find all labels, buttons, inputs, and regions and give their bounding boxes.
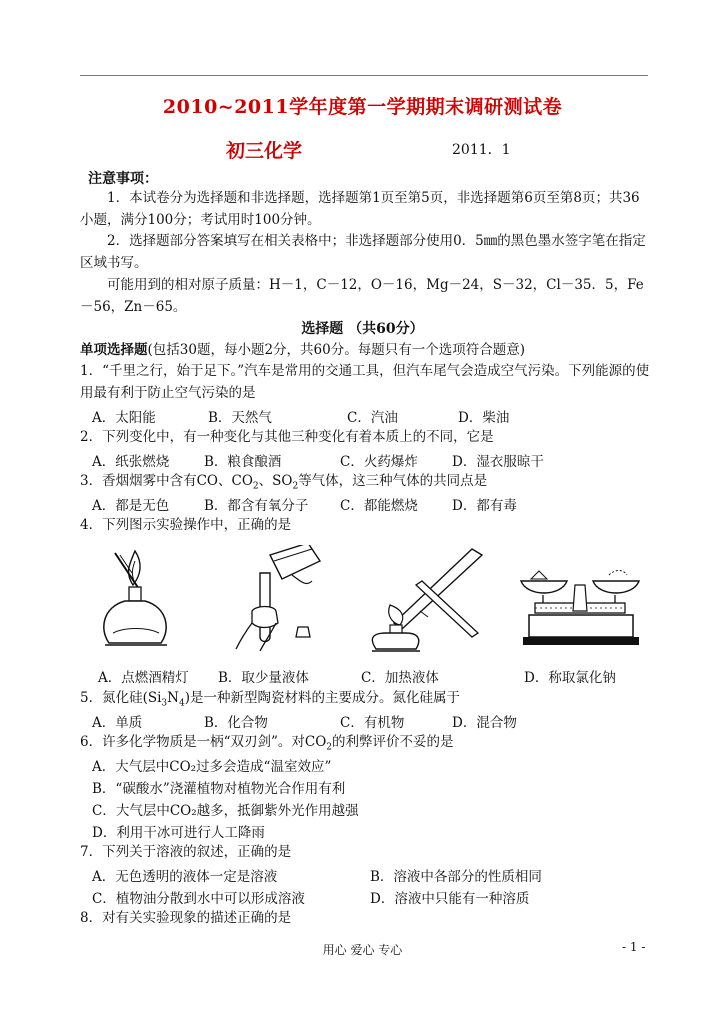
figure-weighing-nacl xyxy=(515,545,645,653)
q1-option-a: A．太阳能 xyxy=(92,410,156,426)
question-4-stem: 4．下列图示实验操作中，正确的是 xyxy=(80,517,292,533)
q3-sub: 2 xyxy=(292,481,299,492)
header-rule xyxy=(80,75,648,76)
q6-option-d: D．利用干冰可进行人工降雨 xyxy=(92,825,265,841)
q5-stem-part: )是一种新型陶瓷材料的主要成分。氮化硅属于 xyxy=(184,690,460,706)
q6-option-b: B．“碳酸水”浇灌植物对植物光合作用有利 xyxy=(92,781,346,797)
q6-option-c: C．大气层中CO₂越多，抵御紫外光作用越强 xyxy=(92,803,359,819)
q2-option-b: B．粮食酿酒 xyxy=(204,454,282,470)
q3-stem-part: 等气体，这三种气体的共同点是 xyxy=(298,473,488,489)
q4-option-c: C．加热液体 xyxy=(361,670,439,686)
page-number: - 1 - xyxy=(622,940,646,954)
q5-stem-part: 5．氮化硅(Si xyxy=(80,690,162,706)
q7-option-d: D．溶液中只能有一种溶质 xyxy=(370,891,530,907)
q3-option-d: D．都有毒 xyxy=(452,498,517,514)
q2-option-d: D．湿衣服晾干 xyxy=(452,454,544,470)
q3-sub: 2 xyxy=(252,481,259,492)
q6-sub: 2 xyxy=(326,742,333,753)
question-3-stem xyxy=(80,471,487,497)
atomic-masses: 可能用到的相对原子质量：H－1，C－12，O－16，Mg－24，S－32，Cl－35．5，Fe－56，Zn－65。 xyxy=(80,277,644,315)
q7-option-b: B．溶液中各部分的性质相同 xyxy=(370,869,542,885)
q6-stem-part: 的利弊评价不妥的是 xyxy=(332,734,454,750)
q1-option-d: D．柴油 xyxy=(458,410,510,426)
question-6-stem xyxy=(80,732,454,758)
q4-option-a: A．点燃酒精灯 xyxy=(98,670,189,686)
q1-option-b: B．天然气 xyxy=(208,410,272,426)
q2-option-a: A．纸张燃烧 xyxy=(92,454,170,470)
q5-option-a: A．单质 xyxy=(92,715,143,731)
q5-option-b: B．化合物 xyxy=(204,715,268,731)
q5-sub: 4 xyxy=(178,698,185,709)
q5-sub: 3 xyxy=(161,698,168,709)
q5-option-d: D．混合物 xyxy=(452,715,517,731)
q3-option-b: B．都含有氧分子 xyxy=(204,498,309,514)
footer-motto: 用心 爱心 专心 xyxy=(322,943,403,957)
q2-option-c: C．火药爆炸 xyxy=(340,454,418,470)
notes-heading: 注意事项： xyxy=(88,171,158,187)
q6-option-a: A．大气层中CO₂过多会造成“温室效应” xyxy=(92,759,332,775)
exam-date: 2011．1 xyxy=(452,142,511,158)
section-type-label: 单项选择题 xyxy=(80,342,148,358)
figure-heating-liquid xyxy=(360,545,500,653)
q7-option-a: A．无色透明的液体一定是溶液 xyxy=(92,869,278,885)
exam-title: 2010~2011学年度第一学期期末调研测试卷 xyxy=(162,96,563,118)
q6-stem-part: 6．许多化学物质是一柄“双刃剑”。对CO xyxy=(80,734,327,750)
q4-option-b: B．取少量液体 xyxy=(218,670,309,686)
question-5-stem xyxy=(80,688,460,714)
q1-option-c: C．汽油 xyxy=(347,410,398,426)
exam-subject: 初三化学 xyxy=(226,140,303,162)
q3-stem-part: 3．香烟烟雾中含有CO、CO xyxy=(80,473,253,489)
figure-lighting-alcohol-lamp xyxy=(95,545,180,653)
question-2-stem: 2．下列变化中，有一种变化与其他三种变化有着本质上的不同，它是 xyxy=(80,429,494,445)
q5-option-c: C．有机物 xyxy=(340,715,405,731)
question-8-stem: 8．对有关实验现象的描述正确的是 xyxy=(80,910,292,926)
question-7-stem: 7．下列关于溶液的叙述，正确的是 xyxy=(80,844,292,860)
q7-option-c: C．植物油分散到水中可以形成溶液 xyxy=(92,891,305,907)
q4-option-d: D．称取氯化钠 xyxy=(524,670,616,686)
figure-taking-liquid xyxy=(220,545,332,653)
q5-stem-part: N xyxy=(167,690,179,706)
q3-stem-part: 、SO xyxy=(258,473,293,489)
section-title: 选择题 （共60分） xyxy=(301,321,424,337)
q3-option-c: C．都能燃烧 xyxy=(340,498,418,514)
note-item-2: 2．选择题部分答案填写在相关表格中；非选择题部分使用0．5㎜的黑色墨水签字笔在指定区域书写。 xyxy=(80,233,646,271)
question-1-stem: 1．“千里之行，始于足下。”汽车是常用的交通工具，但汽车尾气会造成空气污染。下列能源的使用最有利于防止空气污染的是 xyxy=(80,363,650,401)
note-item-1: 1．本试卷分为选择题和非选择题，选择题第1页至第5页，非选择题第6页至第8页；共36小题，满分100分；考试用时100分钟。 xyxy=(80,190,640,228)
section-instructions xyxy=(80,340,525,360)
q3-option-a: A．都是无色 xyxy=(92,498,170,514)
section-instructions-text: (包括30题，每小题2分，共60分。每题只有一个选项符合题意) xyxy=(147,342,525,358)
